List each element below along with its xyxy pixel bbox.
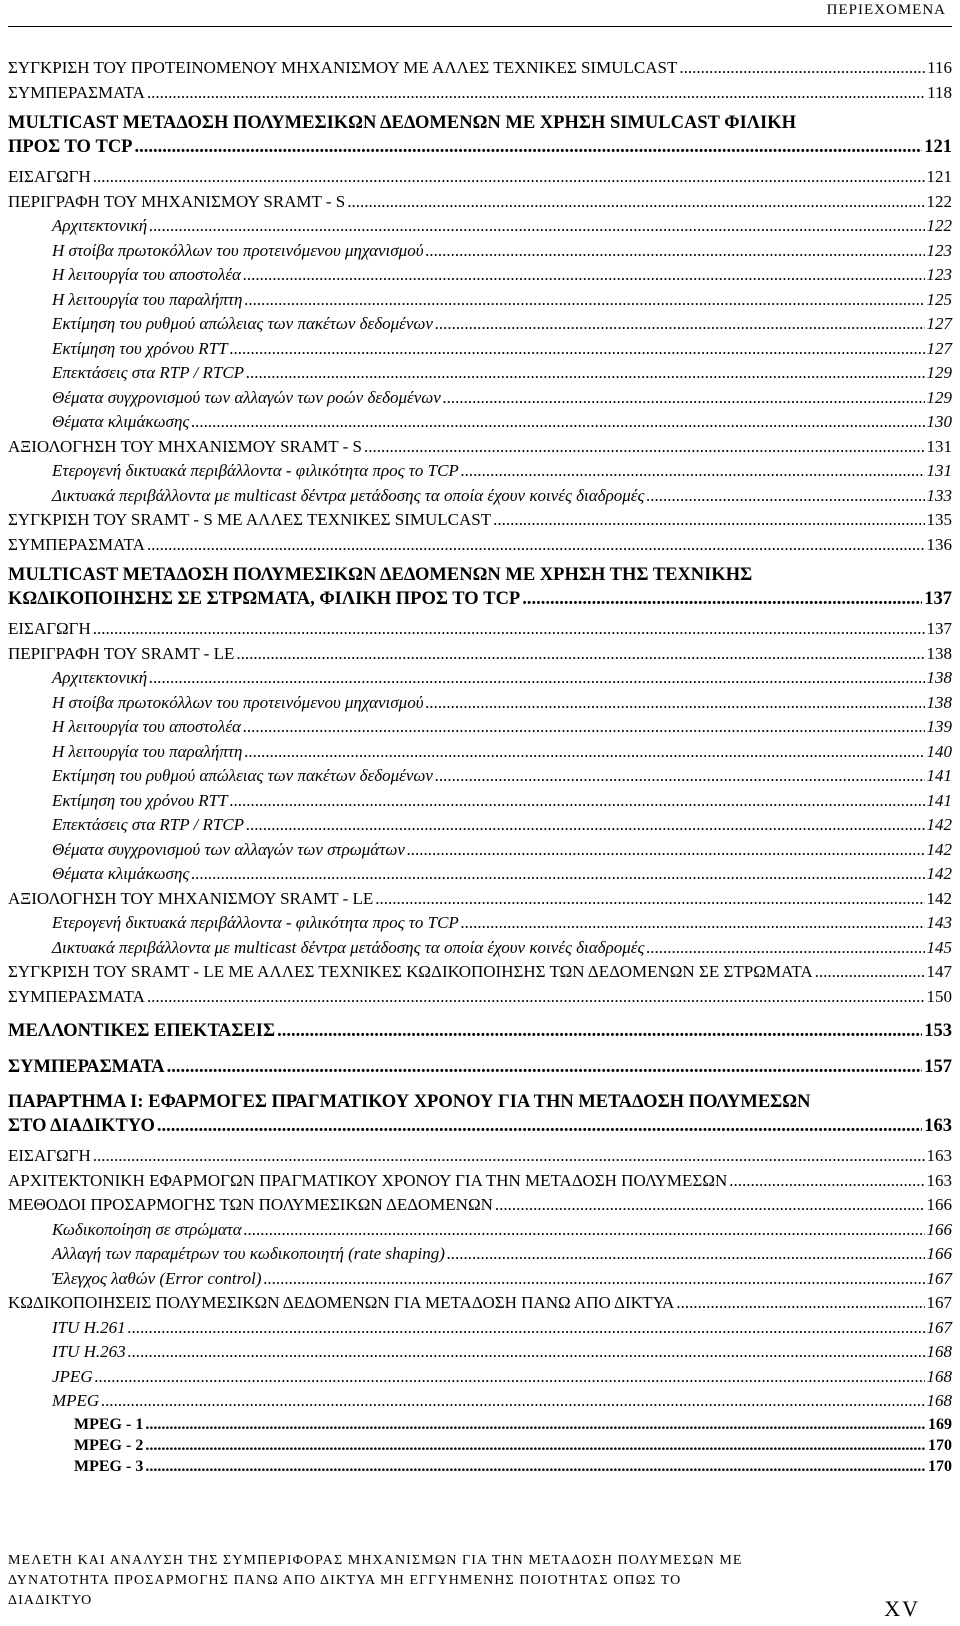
toc-entry-title: ΜΕΘΟΔΟΙ ΠΡΟΣΑΡΜΟΓΗΣ ΤΩΝ ΠΟΛΥΜΕΣΙΚΩΝ ΔΕΔΟΜΕΝΩΝ [8, 1195, 493, 1214]
dot-leader [243, 717, 925, 737]
toc-entry-title: ΣΤΟ ΔΙΑΔΙΚΤΥΟ [8, 1116, 155, 1136]
toc-entry[interactable] [8, 241, 952, 266]
toc-page-number: 121 [926, 167, 952, 186]
footer-line: ΔΙΑΔΙΚΤΥΟ [8, 1593, 93, 1608]
dot-leader [277, 1021, 922, 1042]
toc-page-number: 145 [926, 937, 952, 957]
toc-entry-title: Αρχιτεκτονική [52, 668, 148, 687]
toc-entry[interactable] [8, 987, 952, 1012]
toc-entry [8, 1116, 952, 1142]
dot-leader [149, 668, 924, 688]
toc-page-number: 138 [926, 692, 952, 712]
toc-entry-title: ΕΙΣΑΓΩΓΗ [8, 1146, 91, 1165]
toc-entry-title: ITU H.261 [52, 1317, 126, 1337]
toc-entry-title: Κωδικοποίηση σε στρώματα [52, 1219, 242, 1239]
toc-entry-title: Εκτίμηση του ρυθμού απώλειας των πακέτων δεδομένων [52, 766, 433, 785]
dot-leader [149, 216, 924, 236]
toc-entry-title: ΠΕΡΙΓΡΑΦΗ ΤΟΥ SRAMT - LE [8, 643, 235, 663]
toc-entry-title: Αλλαγή των παραμέτρων του κωδικοποιητή (rate shaping) [52, 1244, 445, 1263]
dot-leader [147, 83, 925, 103]
toc-entry[interactable] [8, 58, 952, 83]
toc-page-number: 163 [924, 1116, 952, 1136]
dot-leader [244, 742, 924, 762]
toc-page-number: 122 [926, 216, 952, 235]
dot-leader [646, 938, 924, 958]
toc-entry[interactable] [8, 388, 952, 413]
toc-page-number: 168 [926, 1391, 952, 1410]
dot-leader [230, 339, 925, 359]
dot-leader [364, 437, 925, 457]
toc-entry-title: Επεκτάσεις στα RTP / RTCP [52, 815, 245, 834]
toc-entry[interactable] [8, 938, 952, 963]
toc-page-number: 123 [926, 265, 952, 284]
toc-entry[interactable] [8, 668, 952, 693]
toc-entry[interactable] [8, 1391, 952, 1416]
dot-leader [93, 619, 925, 639]
dot-leader [495, 1195, 925, 1215]
toc-entry-title: ΣΥΓΚΡΙΣΗ ΤΟΥ SRAMT - S ΜΕ ΑΛΛΕΣ ΤΕΧΝΙΚΕΣ SIMULCAST [8, 510, 492, 529]
toc-entry[interactable] [8, 265, 952, 290]
toc-entry-title: ΕΙΣΑΓΩΓΗ [8, 619, 91, 638]
toc-entry[interactable] [8, 167, 952, 192]
dot-leader [147, 535, 925, 555]
toc-entry-title: ΣΥΜΠΕΡΑΣΜΑΤΑ [8, 1057, 165, 1077]
toc-entry[interactable] [8, 363, 952, 388]
toc-entry[interactable] [8, 1437, 952, 1458]
dot-leader [347, 192, 924, 212]
toc-entry[interactable] [8, 1269, 952, 1294]
toc-page-number: 143 [926, 913, 952, 932]
dot-leader [145, 1458, 926, 1476]
dot-leader [443, 388, 925, 408]
toc-page-number: 157 [924, 1057, 952, 1077]
dot-leader [244, 1220, 925, 1240]
toc-entry-title: Η λειτουργία του αποστολέα [52, 717, 241, 736]
toc-entry-title: ΑΞΙΟΛΟΓΗΣΗ ΤΟΥ ΜΗΧΑΝΙΣΜΟΥ SRAMT - S [8, 436, 362, 456]
toc-entry[interactable] [8, 1458, 952, 1479]
page-footer [8, 1551, 908, 1611]
toc-entry [8, 137, 952, 163]
toc-page-number: 137 [926, 619, 952, 638]
table-of-contents [8, 58, 952, 1479]
dot-leader [426, 693, 925, 713]
toc-entry[interactable] [8, 815, 952, 840]
toc-entry[interactable] [8, 766, 952, 791]
toc-entry-title: MPEG - 1 [74, 1415, 144, 1433]
toc-entry-title: ΣΥΓΚΡΙΣΗ ΤΟΥ ΠΡΟΤΕΙΝΟΜΕΝΟΥ ΜΗΧΑΝΙΣΜΟΥ ΜΕ ΑΛΛΕΣ ΤΕΧΝΙΚΕΣ SIMULCAST [8, 58, 678, 77]
toc-entry[interactable] [8, 742, 952, 767]
dot-leader [135, 137, 923, 158]
toc-entry[interactable] [8, 1220, 952, 1245]
toc-page-number: 131 [926, 436, 952, 456]
toc-page-number: 139 [926, 717, 952, 736]
toc-entry-title: MPEG - 2 [74, 1436, 144, 1454]
toc-entry-title: Θέματα συγχρονισμού των αλλαγών των ροών δεδομένων [52, 387, 441, 407]
toc-page-number: 170 [928, 1436, 952, 1454]
toc-entry-title: Εκτίμηση του χρόνου RTT [52, 338, 228, 358]
toc-page-number: 142 [926, 864, 952, 883]
toc-entry[interactable] [8, 791, 952, 816]
footer-line: ΔΥΝΑΤΟΤΗΤΑ ΠΡΟΣΑΡΜΟΓΗΣ ΠΑΝΩ ΑΠΟ ΔΙΚΤΥΑ ΜΗ ΕΓΓΥΗΜΕΝΗΣ ΠΟΙΟΤΗΤΑΣ ΟΠΩΣ ΤΟ [8, 1573, 682, 1588]
toc-page-number: 141 [926, 790, 952, 810]
dot-leader [95, 1367, 925, 1387]
dot-leader [191, 864, 924, 884]
dot-leader [191, 412, 924, 432]
toc-page-number: 163 [926, 1146, 952, 1165]
page-number: XV [884, 1596, 920, 1621]
toc-chapter[interactable] [8, 113, 952, 163]
dot-leader [145, 1437, 926, 1455]
toc-entry[interactable] [8, 314, 952, 339]
dot-leader [407, 840, 925, 860]
dot-leader [244, 290, 924, 310]
toc-entry-title: Έλεγχος λαθών (Error control) [52, 1268, 262, 1288]
dot-leader [243, 265, 925, 285]
toc-page-number: 141 [926, 766, 952, 785]
toc-page-number: 123 [926, 240, 952, 260]
dot-leader [128, 1342, 925, 1362]
toc-entry[interactable] [8, 889, 952, 914]
toc-page-number: 125 [926, 289, 952, 309]
toc-entry-title: MPEG [52, 1391, 100, 1410]
dot-leader [435, 766, 925, 786]
toc-entry-title: Δικτυακά περιβάλλοντα με multicast δέντρα μετάδοσης τα οποία έχουν κοινές διαδρομές [52, 937, 645, 957]
toc-page-number: 170 [928, 1457, 952, 1475]
toc-entry[interactable] [8, 913, 952, 938]
toc-entry-title: JPEG [52, 1366, 93, 1386]
toc-entry[interactable] [8, 339, 952, 364]
dot-leader [236, 644, 924, 664]
dot-leader [145, 1416, 926, 1434]
toc-page-number: 130 [926, 412, 952, 431]
toc-page-number: 168 [926, 1366, 952, 1386]
toc-entry-title: Ετερογενή δικτυακά περιβάλλοντα - φιλικότητα προς το TCP [52, 913, 459, 932]
toc-entry[interactable] [8, 1367, 952, 1392]
dot-leader [167, 1057, 923, 1078]
toc-entry-title: MPEG - 3 [74, 1457, 144, 1475]
toc-page-number: 136 [926, 534, 952, 554]
dot-leader [461, 461, 925, 481]
dot-leader [435, 314, 925, 334]
toc-entry[interactable] [8, 864, 952, 889]
dot-leader [447, 1244, 925, 1264]
dot-leader [493, 510, 924, 530]
dot-leader [815, 962, 925, 982]
toc-entry-title: ΣΥΜΠΕΡΑΣΜΑΤΑ [8, 986, 145, 1006]
toc-chapter[interactable] [8, 1092, 952, 1142]
dot-leader [246, 363, 924, 383]
toc-page-number: 167 [926, 1268, 952, 1288]
dot-leader [522, 589, 922, 610]
toc-page-number: 166 [926, 1195, 952, 1214]
toc-entry[interactable] [8, 486, 952, 511]
toc-entry[interactable] [8, 1244, 952, 1269]
running-header: ΠΕΡΙΕΧΟΜΕΝΑ [826, 2, 946, 18]
toc-page-number: 163 [926, 1170, 952, 1190]
dot-leader [646, 486, 924, 506]
toc-entry[interactable] [8, 962, 952, 987]
toc-page-number: 138 [926, 643, 952, 663]
toc-entry-title: ΠΕΡΙΓΡΑΦΗ ΤΟΥ ΜΗΧΑΝΙΣΜΟΥ SRAMT - S [8, 191, 346, 211]
dot-leader [676, 1293, 924, 1313]
toc-entry[interactable] [8, 1416, 952, 1437]
dot-leader [426, 241, 925, 261]
toc-entry-title: ΣΥΜΠΕΡΑΣΜΑΤΑ [8, 534, 145, 554]
toc-entry [8, 589, 952, 615]
toc-entry-title: Η στοίβα πρωτοκόλλων του προτεινόμενου μηχανισμού [52, 240, 424, 260]
toc-page-number: 140 [926, 741, 952, 761]
dot-leader [101, 1391, 924, 1411]
toc-entry-title: ΚΩΔΙΚΟΠΟΙΗΣΗΣ ΣΕ ΣΤΡΩΜΑΤΑ, ΦΙΛΙΚΗ ΠΡΟΣ ΤΟ TCP [8, 589, 521, 609]
toc-page-number: 131 [926, 461, 952, 480]
toc-page-number: 168 [926, 1342, 952, 1361]
toc-entry-title: ΑΞΙΟΛΟΓΗΣΗ ΤΟΥ ΜΗΧΑΝΙΣΜΟΥ SRAMT - LE [8, 888, 374, 908]
toc-entry-title: Θέματα κλιμάκωσης [52, 864, 190, 883]
toc-page-number: 169 [928, 1415, 952, 1433]
toc-entry[interactable] [8, 1057, 952, 1083]
toc-entry-title: ΜΕΛΛΟΝΤΙΚΕΣ ΕΠΕΚΤΑΣΕΙΣ [8, 1021, 276, 1041]
dot-leader [128, 1318, 925, 1338]
toc-entry-title: Επεκτάσεις στα RTP / RTCP [52, 363, 245, 382]
toc-entry-title: Η λειτουργία του παραλήπτη [52, 741, 243, 761]
toc-entry-title: ΑΡΧΙΤΕΚΤΟΝΙΚΗ ΕΦΑΡΜΟΓΩΝ ΠΡΑΓΜΑΤΙΚΟΥ ΧΡΟΝΟΥ ΓΙΑ ΤΗΝ ΜΕΤΑΔΟΣΗ ΠΟΛΥΜΕΣΩΝ [8, 1170, 728, 1190]
toc-entry[interactable] [8, 693, 952, 718]
toc-page-number: 121 [924, 137, 952, 157]
toc-entry-title: Η στοίβα πρωτοκόλλων του προτεινόμενου μηχανισμού [52, 692, 424, 712]
toc-entry[interactable] [8, 1171, 952, 1196]
header-rule [8, 26, 952, 27]
toc-page-number: 150 [926, 986, 952, 1006]
dot-leader [679, 58, 925, 78]
toc-page-number: 129 [926, 363, 952, 382]
toc-entry-title: Αρχιτεκτονική [52, 216, 148, 235]
toc-entry-title: Θέματα κλιμάκωσης [52, 412, 190, 431]
toc-page-number: 137 [924, 589, 952, 609]
toc-page-number: 167 [926, 1293, 952, 1312]
dot-leader [93, 167, 925, 187]
toc-page-number: 127 [926, 338, 952, 358]
toc-page-number: 118 [927, 82, 952, 102]
toc-page-number: 142 [926, 815, 952, 834]
toc-page-number: 135 [926, 510, 952, 529]
dot-leader [729, 1171, 924, 1191]
toc-page-number: 147 [926, 962, 952, 981]
toc-page-number: 138 [926, 668, 952, 687]
toc-entry[interactable] [8, 1342, 952, 1367]
toc-page-number: 129 [926, 387, 952, 407]
toc-entry-title: ΚΩΔΙΚΟΠΟΙΗΣΕΙΣ ΠΟΛΥΜΕΣΙΚΩΝ ΔΕΔΟΜΕΝΩΝ ΓΙΑ ΜΕΤΑΔΟΣΗ ΠΑΝΩ ΑΠΟ ΔΙΚΤΥΑ [8, 1293, 675, 1312]
toc-page-number: 142 [926, 839, 952, 859]
dot-leader [93, 1146, 925, 1166]
toc-page-number: 167 [926, 1317, 952, 1337]
toc-entry-title: ΣΥΜΠΕΡΑΣΜΑΤΑ [8, 82, 145, 102]
toc-entry-title: ΠΡΟΣ ΤΟ TCP [8, 137, 133, 157]
toc-page-number: 166 [926, 1219, 952, 1239]
toc-entry[interactable] [8, 1021, 952, 1047]
toc-entry[interactable] [8, 1293, 952, 1318]
dot-leader [157, 1116, 922, 1137]
toc-chapter-title: MULTICAST ΜΕΤΑΔΟΣΗ ΠΟΛΥΜΕΣΙΚΩΝ ΔΕΔΟΜΕΝΩΝ ΜΕ ΧΡΗΣΗ SIMULCAST ΦΙΛΙΚΗ [8, 113, 797, 133]
toc-entry[interactable] [8, 1146, 952, 1171]
toc-entry-title: Ετερογενή δικτυακά περιβάλλοντα - φιλικότητα προς το TCP [52, 461, 459, 480]
toc-entry[interactable] [8, 412, 952, 437]
toc-chapter-title: MULTICAST ΜΕΤΑΔΟΣΗ ΠΟΛΥΜΕΣΙΚΩΝ ΔΕΔΟΜΕΝΩΝ ΜΕ ΧΡΗΣΗ ΤΗΣ ΤΕΧΝΙΚΗΣ [8, 565, 753, 585]
toc-chapter[interactable] [8, 565, 952, 615]
toc-entry[interactable] [8, 83, 952, 108]
toc-page-number: 116 [927, 58, 952, 77]
dot-leader [264, 1269, 925, 1289]
toc-page-number: 127 [926, 314, 952, 333]
toc-entry[interactable] [8, 510, 952, 535]
toc-entry[interactable] [8, 461, 952, 486]
toc-entry[interactable] [8, 840, 952, 865]
toc-entry-title: Εκτίμηση του χρόνου RTT [52, 790, 228, 810]
toc-page-number: 142 [926, 888, 952, 908]
toc-page-number: 153 [924, 1021, 952, 1041]
toc-entry-title: Εκτίμηση του ρυθμού απώλειας των πακέτων δεδομένων [52, 314, 433, 333]
toc-entry[interactable] [8, 192, 952, 217]
dot-leader [461, 913, 925, 933]
toc-entry-title: ΣΥΓΚΡΙΣΗ ΤΟΥ SRAMT - LE ΜΕ ΑΛΛΕΣ ΤΕΧΝΙΚΕΣ ΚΩΔΙΚΟΠΟΙΗΣΗΣ ΤΩΝ ΔΕΔΟΜΕΝΩΝ ΣΕ ΣΤΡΩΜΑΤΑ [8, 962, 813, 981]
toc-entry[interactable] [8, 437, 952, 462]
dot-leader [230, 791, 925, 811]
dot-leader [246, 815, 924, 835]
toc-entry-title: Η λειτουργία του παραλήπτη [52, 289, 243, 309]
toc-entry-title: ITU H.263 [52, 1342, 126, 1361]
toc-entry[interactable] [8, 717, 952, 742]
toc-entry-title: Θέματα συγχρονισμού των αλλαγών των στρωμάτων [52, 839, 405, 859]
toc-entry[interactable] [8, 1195, 952, 1220]
footer-line: ΜΕΛΕΤΗ ΚΑΙ ΑΝΑΛΥΣΗ ΤΗΣ ΣΥΜΠΕΡΙΦΟΡΑΣ ΜΗΧΑΝΙΣΜΩΝ ΓΙΑ ΤΗΝ ΜΕΤΑΔΟΣΗ ΠΟΛΥΜΕΣΩΝ ΜΕ [8, 1553, 743, 1568]
toc-chapter-title: ΠΑΡΑΡΤΗΜΑ Ι: ΕΦΑΡΜΟΓΕΣ ΠΡΑΓΜΑΤΙΚΟΥ ΧΡΟΝΟΥ ΓΙΑ ΤΗΝ ΜΕΤΑΔΟΣΗ ΠΟΛΥΜΕΣΩΝ [8, 1092, 811, 1112]
toc-page-number: 133 [926, 485, 952, 505]
toc-entry[interactable] [8, 1318, 952, 1343]
toc-entry[interactable] [8, 644, 952, 669]
toc-page-number: 166 [926, 1244, 952, 1263]
dot-leader [375, 889, 924, 909]
toc-entry[interactable] [8, 619, 952, 644]
dot-leader [147, 987, 925, 1007]
toc-entry[interactable] [8, 216, 952, 241]
toc-entry[interactable] [8, 290, 952, 315]
toc-page-number: 122 [926, 191, 952, 211]
toc-entry[interactable] [8, 535, 952, 560]
toc-entry-title: Η λειτουργία του αποστολέα [52, 265, 241, 284]
toc-entry-title: Δικτυακά περιβάλλοντα με multicast δέντρα μετάδοσης τα οποία έχουν κοινές διαδρομές [52, 485, 645, 505]
toc-entry-title: ΕΙΣΑΓΩΓΗ [8, 167, 91, 186]
